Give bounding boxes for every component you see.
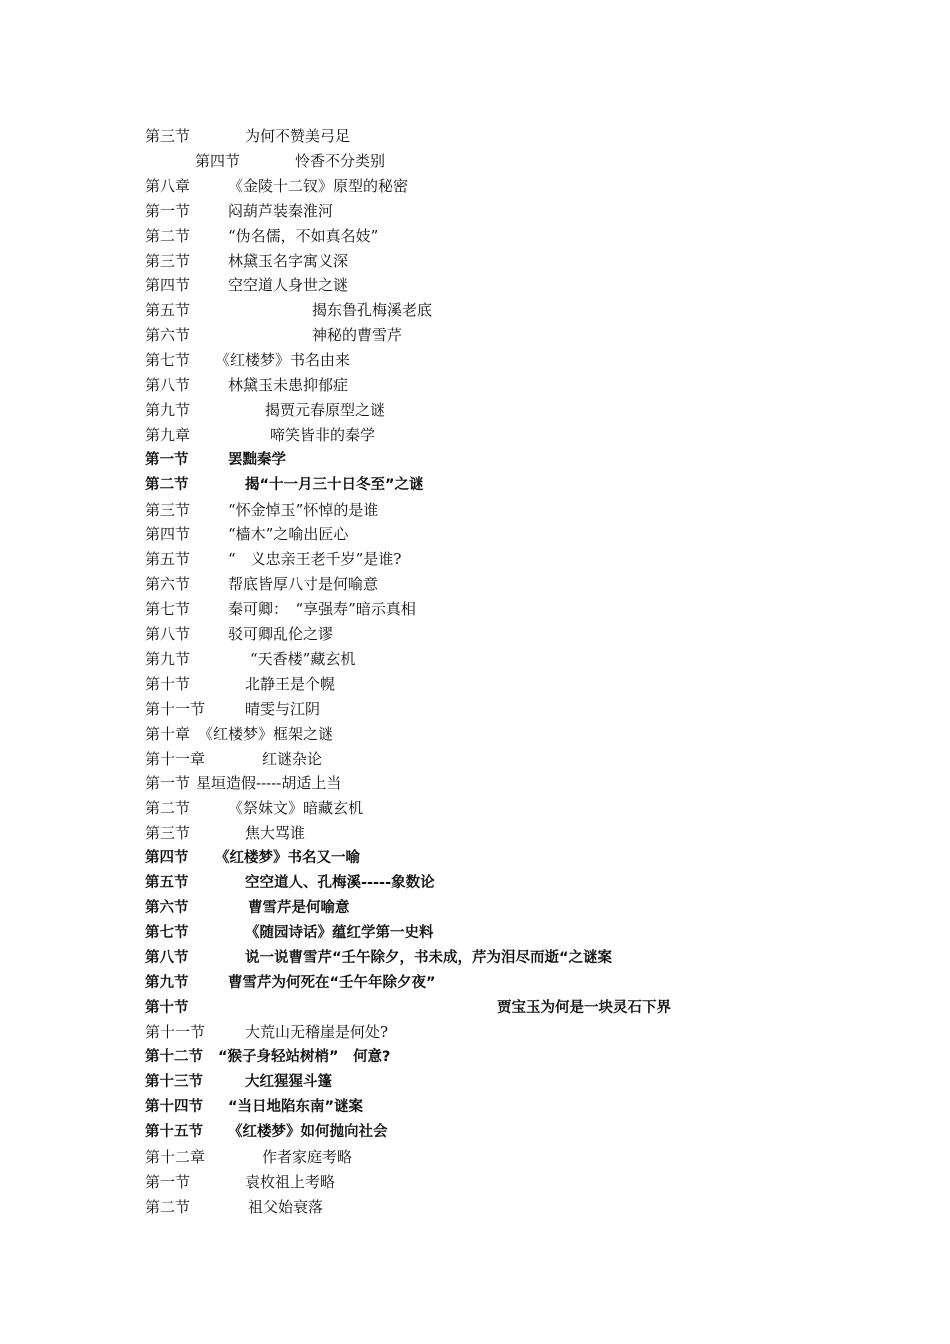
toc-entry — [0, 524, 950, 544]
toc-entry-label: 第三节 — [145, 500, 191, 519]
toc-entry-title: 揭东鲁孔梅溪老底 — [312, 301, 433, 320]
toc-entry-label: 第五节 — [145, 550, 191, 569]
toc-entry-title: 星垣造假-----胡适上当 — [196, 774, 342, 793]
toc-entry-title: “猴子身轻站树梢” 何意? — [218, 1049, 391, 1066]
toc-entry-label: 第八节 — [145, 376, 191, 394]
toc-entry — [0, 450, 950, 470]
toc-entry-title: 《红楼梦》书名由来 — [215, 351, 351, 370]
toc-entry-label: 第四节 — [145, 525, 191, 544]
toc-entry — [0, 948, 950, 968]
toc-entry-label: 第七节 — [145, 600, 191, 619]
toc-entry-title: 曹雪芹是何喻意 — [248, 899, 350, 916]
toc-entry-title: 《随园诗话》蕴红学第一史料 — [245, 924, 434, 941]
toc-entry-title: 林黛玉名字寓义深 — [228, 251, 349, 270]
toc-entry-title: 大红猩猩斗篷 — [245, 1074, 332, 1091]
toc-entry-title: 袁枚祖上考略 — [245, 1172, 336, 1191]
toc-entry-label: 第十章 — [145, 724, 191, 743]
toc-entry — [0, 798, 950, 818]
toc-entry-title: 作者家庭考略 — [262, 1147, 353, 1166]
toc-entry — [0, 176, 950, 196]
toc-entry-title: “伪名儒，不如真名妓” — [228, 226, 379, 245]
toc-entry-label: 第四节 — [195, 151, 241, 170]
toc-entry-title: “天香楼”藏玄机 — [250, 649, 356, 668]
toc-entry-title: 怜香不分类别 — [295, 151, 386, 170]
toc-entry-label: 第九节 — [145, 400, 191, 419]
toc-entry-title: 林黛玉未患抑郁症 — [228, 376, 349, 394]
toc-entry-label: 第二节 — [145, 226, 191, 245]
toc-entry — [0, 275, 950, 295]
toc-entry-title: 《红楼梦》书名又一喻 — [215, 850, 360, 867]
toc-entry — [0, 823, 950, 843]
toc-entry — [0, 574, 950, 594]
toc-entry-title: “当日地陷东南”谜案 — [228, 1099, 364, 1116]
toc-entry-title: 《金陵十二钗》原型的秘密 — [228, 176, 409, 195]
toc-entry-label: 第二节 — [145, 476, 189, 493]
toc-entry-label: 第八节 — [145, 625, 191, 643]
toc-entry-label: 第三节 — [145, 127, 191, 145]
toc-entry-label: 第一节 — [145, 201, 191, 220]
toc-entry-label: 第十三节 — [145, 1074, 203, 1091]
toc-entry-label: 第四节 — [145, 850, 189, 867]
toc-entry-label: 第五节 — [145, 301, 191, 320]
toc-entry — [0, 898, 950, 918]
toc-entry-title: 为何不赞美弓足 — [245, 127, 351, 145]
toc-entry-title: 晴雯与江阴 — [245, 699, 321, 718]
toc-entry-label: 第八节 — [145, 949, 189, 966]
toc-entry-label: 第六节 — [145, 899, 189, 916]
toc-entry-title: 驳可卿乱伦之谬 — [228, 625, 334, 643]
toc-entry-label: 第一节 — [145, 774, 191, 793]
toc-entry — [0, 1197, 950, 1217]
toc-entry — [0, 1147, 950, 1167]
toc-entry-label: 第十四节 — [145, 1099, 203, 1116]
toc-entry-title: 红谜杂论 — [262, 749, 323, 768]
toc-entry — [0, 724, 950, 744]
toc-entry — [0, 251, 950, 271]
toc-entry — [0, 126, 950, 146]
toc-entry-label: 第三节 — [145, 824, 191, 843]
toc-entry-label: 第十二章 — [145, 1147, 206, 1166]
toc-entry-title: 大荒山无稽崖是何处? — [245, 1023, 389, 1042]
toc-entry — [0, 599, 950, 619]
toc-entry-label: 第六节 — [145, 575, 191, 594]
toc-entry-title: 曹雪芹为何死在“壬午年除夕夜” — [228, 974, 436, 991]
toc-entry — [0, 201, 950, 221]
toc-entry-label: 第十节 — [145, 674, 191, 693]
toc-entry — [0, 998, 950, 1018]
toc-entry-label: 第九节 — [145, 974, 189, 991]
toc-entry-label: 第十二节 — [145, 1049, 203, 1066]
toc-entry — [0, 1172, 950, 1192]
toc-entry — [0, 1022, 950, 1042]
toc-entry — [0, 699, 950, 719]
toc-entry-title: 《红楼梦》如何抛向社会 — [228, 1124, 388, 1140]
toc-entry-title: 《祭妹文》暗藏玄机 — [228, 799, 364, 818]
toc-entry-label: 第七节 — [145, 351, 191, 370]
toc-entry — [0, 1097, 950, 1117]
toc-entry-label: 第三节 — [145, 251, 191, 270]
toc-entry-title: 《红楼梦》框架之谜 — [198, 724, 334, 743]
toc-entry-title: “怀金悼玉”怀悼的是谁 — [228, 500, 379, 519]
toc-entry — [0, 1072, 950, 1092]
toc-entry-title: 揭“十一月三十日冬至”之谜 — [245, 476, 424, 493]
toc-entry — [0, 624, 950, 644]
toc-entry-label: 第二节 — [145, 799, 191, 818]
toc-entry-title: “樯木”之喻出匠心 — [228, 525, 349, 544]
toc-entry-title: 空空道人身世之谜 — [228, 276, 349, 295]
toc-entry-label: 第二节 — [145, 1197, 191, 1216]
toc-entry — [0, 325, 950, 345]
toc-entry-label: 第一节 — [145, 1172, 191, 1191]
toc-entry-label: 第八章 — [145, 176, 191, 195]
toc-entry — [0, 475, 950, 495]
toc-entry-label: 第一节 — [145, 451, 189, 468]
toc-entry — [0, 1047, 950, 1067]
toc-entry-title: 揭贾元春原型之谜 — [265, 400, 386, 419]
toc-entry-title: “ 义忠亲王老千岁”是谁? — [228, 550, 402, 569]
toc-entry — [0, 500, 950, 520]
toc-entry-title: 说一说曹雪芹“壬午除夕，书未成，芹为泪尽而逝“之谜案 — [245, 949, 613, 966]
toc-entry-title: 啼笑皆非的秦学 — [270, 425, 376, 444]
toc-entry-label: 第六节 — [145, 326, 191, 345]
toc-entry — [0, 973, 950, 993]
toc-entry-label: 第十节 — [145, 999, 189, 1016]
toc-entry-title: 罢黜秦学 — [228, 451, 286, 468]
toc-entry-label: 第四节 — [145, 276, 191, 295]
toc-entry-title: 秦可卿： “享强寿”暗示真相 — [228, 600, 416, 619]
toc-entry — [0, 350, 950, 370]
toc-entry — [0, 649, 950, 669]
toc-entry — [0, 226, 950, 246]
toc-entry-label: 第十五节 — [145, 1124, 203, 1140]
toc-entry-label: 第十一章 — [145, 749, 206, 768]
toc-entry-label: 第十一节 — [145, 1023, 206, 1042]
toc-entry — [0, 749, 950, 769]
toc-entry-label: 第五节 — [145, 875, 189, 891]
toc-entry-label: 第九章 — [145, 425, 191, 444]
toc-entry — [0, 873, 950, 893]
toc-entry-title: 祖父始衰落 — [248, 1197, 324, 1216]
toc-entry-label: 第七节 — [145, 924, 189, 941]
toc-entry-label: 第十一节 — [145, 699, 206, 718]
toc-entry — [0, 923, 950, 943]
toc-entry — [0, 773, 950, 793]
toc-entry — [0, 848, 950, 868]
toc-entry-title: 贾宝玉为何是一块灵石下界 — [497, 999, 671, 1016]
toc-entry-title: 帮底皆厚八寸是何喻意 — [228, 575, 379, 594]
toc-entry-title: 焦大骂谁 — [245, 824, 306, 843]
toc-entry — [0, 151, 950, 171]
toc-entry — [0, 1122, 950, 1142]
toc-entry — [0, 300, 950, 320]
toc-entry-label: 第九节 — [145, 649, 191, 668]
toc-entry-title: 北静王是个幌 — [245, 674, 336, 693]
toc-entry-title: 空空道人、孔梅溪-----象数论 — [245, 875, 435, 891]
toc-entry-title: 神秘的曹雪芹 — [312, 326, 403, 345]
toc-entry — [0, 400, 950, 420]
toc-entry — [0, 425, 950, 445]
toc-entry-title: 闷葫芦装秦淮河 — [228, 201, 334, 220]
toc-entry — [0, 375, 950, 395]
toc-entry — [0, 549, 950, 569]
toc-entry — [0, 674, 950, 694]
